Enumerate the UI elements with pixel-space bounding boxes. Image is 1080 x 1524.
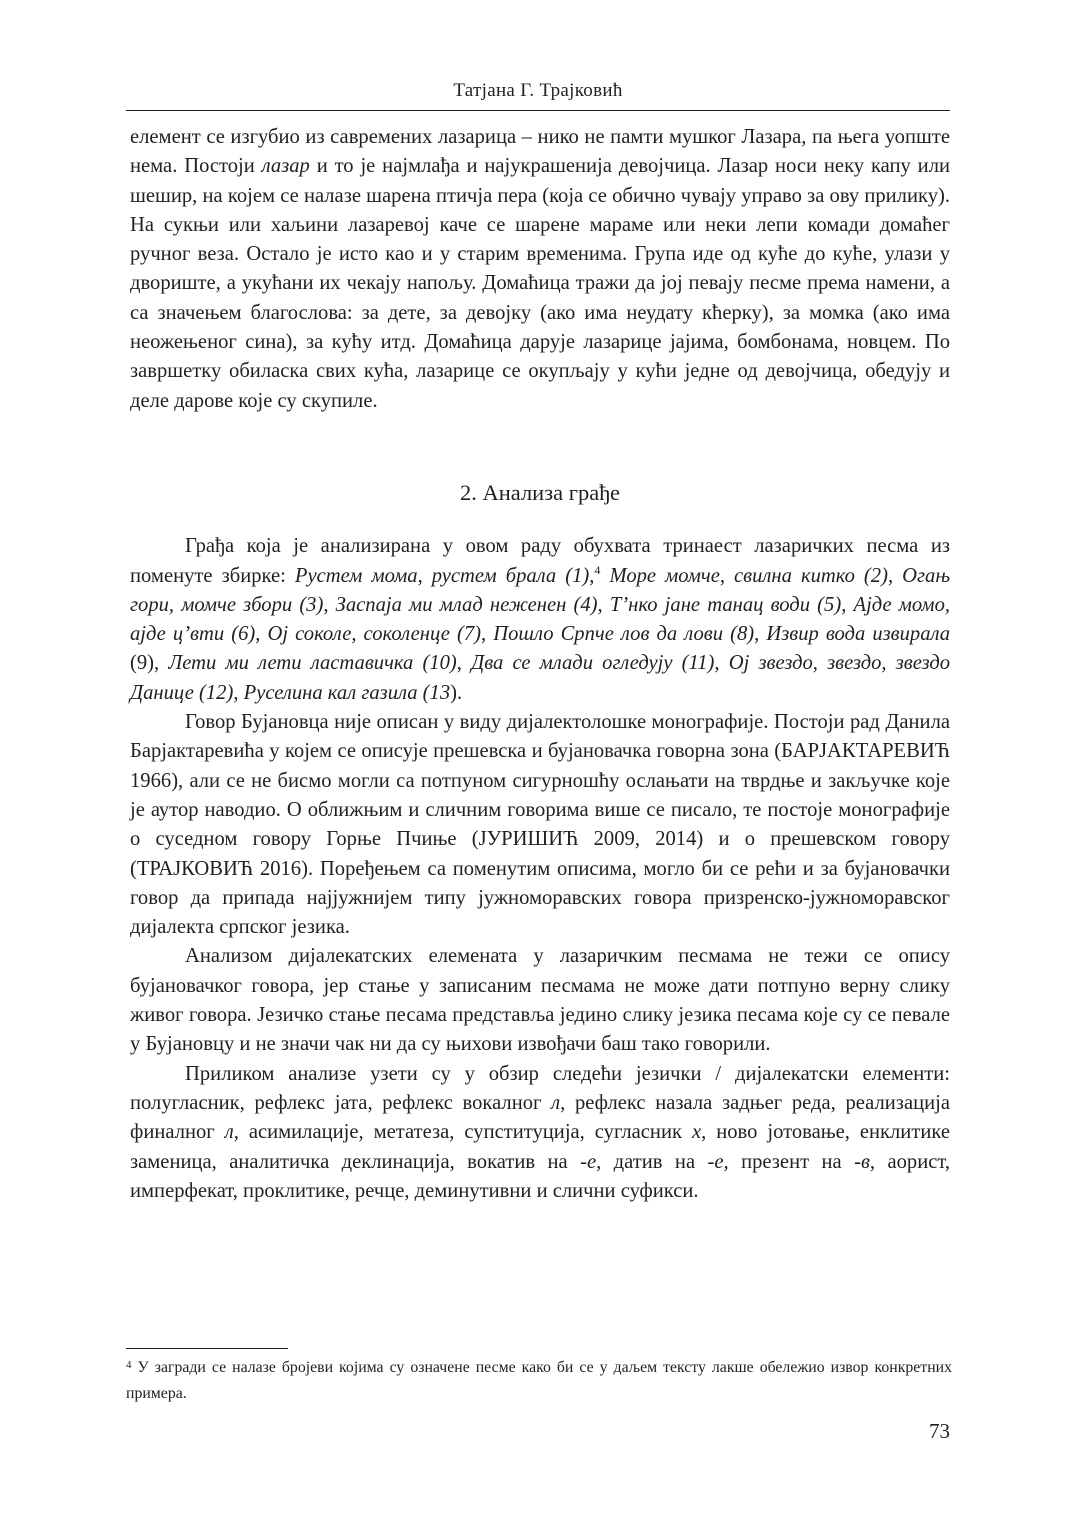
paragraph-material: Грађа која је анализирана у овом раду обухвата тринаест лазаричких песма из поменуте збирке: Рустем мома, рустем брала (1),$^4$ Море момче, свилна китко (2), Огањ гори, момче збори (3), Заспаја ми млад неженен (4), Т’нко јане танац води (5), Ајде момо, ајде ц’вти (6), Ој соколе, соколенце (7), Пошло Српче лов да лови (8), Извир вода извирала (9), Лети ми лети ластавичка (10), Два се млади огледују (11), Ој звездо, звездо, звездо Данице (12), Руселина кал газила (13). <box>130 535 951 704</box>
footnote-reference[interactable]: 4 <box>594 562 601 577</box>
footnote-rule <box>126 1348 288 1349</box>
paragraph-analysis-elements: Приликом анализе узети су у обзир следећи језички / дијалекатски елементи: полугласник, рефлекс јата, рефлекс вокалног л, рефлекс назала задњег реда, реализација финалног л, асимилације, метатеза, супституција, сугласник х, ново јотовање, енклитике заменица, аналитичка деклинација, вокатив на -е, датив на -е, презент на -в, аорист, имперфекат, проклитике, речце, деминутивни и слични суфикси. <box>130 1062 950 1202</box>
header-rule <box>126 110 950 111</box>
footnote <box>126 1352 952 1407</box>
running-head: Татјана Г. Трајковић <box>453 80 623 101</box>
footnote-text: У загради се налазе бројеви којима су означене песме како би се у даљем тексту лакше обележио извор конкретних примера. <box>126 1359 952 1402</box>
section-heading: 2. Анализа грађе <box>459 479 621 505</box>
page-number: 73 <box>929 1419 950 1443</box>
body-text <box>130 123 950 1206</box>
paragraph-analysis-aim: Анализом дијалекатских елемената у лазаричким песмама не тежи се опису бујановачког говора, јер стање у записаним песмама не може дати потпуно верну слику живог говора. Језичко стање песама представља једино слику језика песама које су се певале у Бујановцу и не значи чак ни да су њихови извођачи баш тако говорили. <box>130 945 950 1056</box>
paragraph-continuation: елемент се изгубио из савремених лазарица – нико не памти мушког Лазара, па њега уопште нема. Постоји лазар и то је најмлађа и најукрашенија девојчица. Лазар носи неку капу или шешир, на којем се налазе шарена птичја пера (која се обично чувају управо за ову прилику). На сукњи или хаљини лазаревој каче се шарене мараме или неки лепи комади домаћег ручног веза. Остало је исто као и у старим временима. Група иде од куће до куће, улази у двориште, а укућани их чекају напољу. Домаћица тражи да јој певају песме према намени, а са значењем благослова: за дете, за девојку (ако има неудату кћерку), за момка (ако има неожењеног сина), за кућу итд. Домаћица дарује лазарице јајима, бомбонама, новцем. По завршетку обиласка свих кућа, лазарице се окупљају у кући једне од девојчица, обедују и деле дарове које су скупиле. <box>130 126 951 412</box>
paragraph-dialect-description: Говор Бујановца није описан у виду дијалектолошке монографије. Постоји рад Данила Барјактаревића у којем се описује прешевска и бујановачка говорна зона (БАРЈАКТАРЕВИЋ 1966), али се не бисмо могли са потпуном сигурношћу ослањати на тврдње и закључке које је аутор наводио. О оближњим и сличним говорима више се писало, те постоје монографије о суседном говору Горње Пчиње (ЈУРИШИЋ 2009, 2014) и о прешевском говору (ТРАЈКОВИЋ 2016). Поређењем са поменутим описима, могло би се рећи и за бујановачки говор да припада најјужнијем типу јужноморавских говора призренско-јужноморавског дијалекта српског језика. <box>130 711 950 939</box>
footnote-mark: 4 <box>126 1359 132 1371</box>
